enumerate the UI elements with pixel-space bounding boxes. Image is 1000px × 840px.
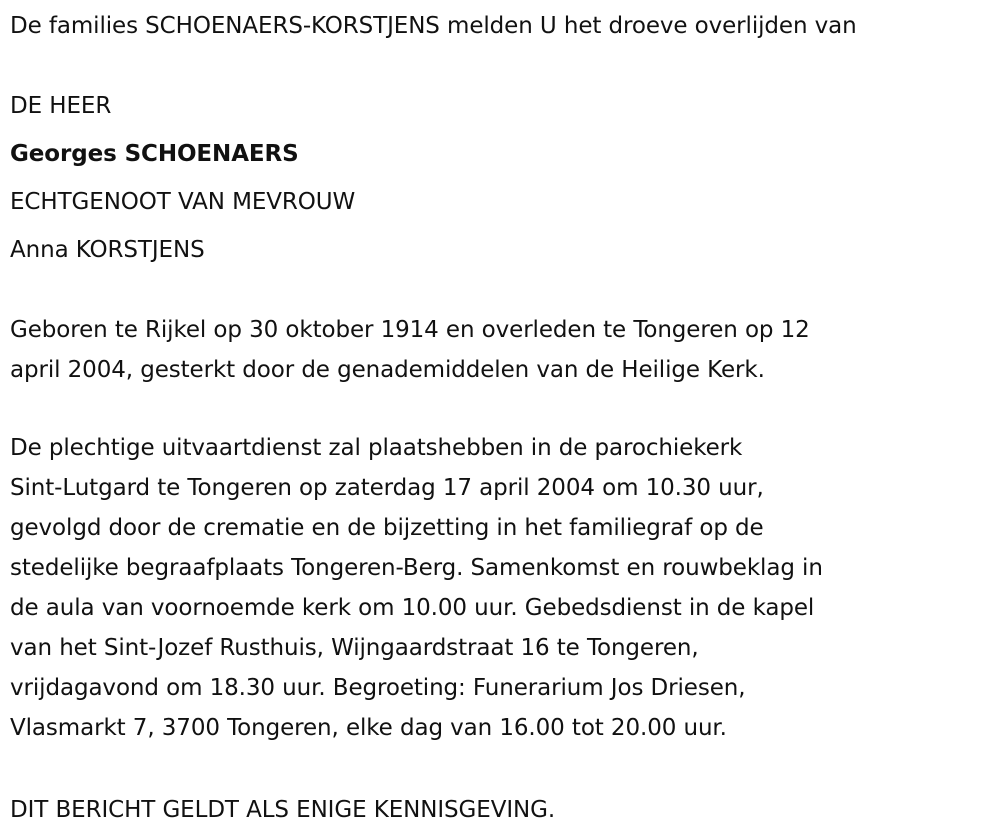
paragraph-line: de aula van voornoemde kerk om 10.00 uur. Gebedsdienst in de kapel [10,595,815,621]
paragraph-line: Vlasmarkt 7, 3700 Tongeren, elke dag van 16.00 tot 20.00 uur. [10,715,727,741]
birth-death-paragraph [10,310,995,390]
paragraph-line: stedelijke begraafplaats Tongeren-Berg. Samenkomst en rouwbeklag in [10,555,823,581]
paragraph-line: vrijdagavond om 18.30 uur. Begroeting: Funerarium Jos Driesen, [10,675,746,701]
paragraph-line: Geboren te Rijkel op 30 oktober 1914 en overleden te Tongeren op 12 [10,317,810,343]
deceased-name: Georges SCHOENAERS [10,141,299,167]
honorific-title: DE HEER [10,93,112,119]
paragraph-line: van het Sint-Jozef Rusthuis, Wijngaardstraat 16 te Tongeren, [10,635,699,661]
closing-statement: DIT BERICHT GELDT ALS ENIGE KENNISGEVING. [10,797,556,823]
funeral-paragraph [10,428,995,748]
spouse-label: ECHTGENOOT VAN MEVROUW [10,189,356,215]
intro-text: De families SCHOENAERS-KORSTJENS melden U het droeve overlijden van [10,13,857,39]
paragraph-line: Sint-Lutgard te Tongeren op zaterdag 17 april 2004 om 10.30 uur, [10,475,764,501]
spouse-name: Anna KORSTJENS [10,237,205,263]
paragraph-line: De plechtige uitvaartdienst zal plaatshebben in de parochiekerk [10,435,743,461]
paragraph-line: gevolgd door de crematie en de bijzetting in het familiegraf op de [10,515,764,541]
paragraph-line: april 2004, gesterkt door de genademiddelen van de Heilige Kerk. [10,357,765,383]
